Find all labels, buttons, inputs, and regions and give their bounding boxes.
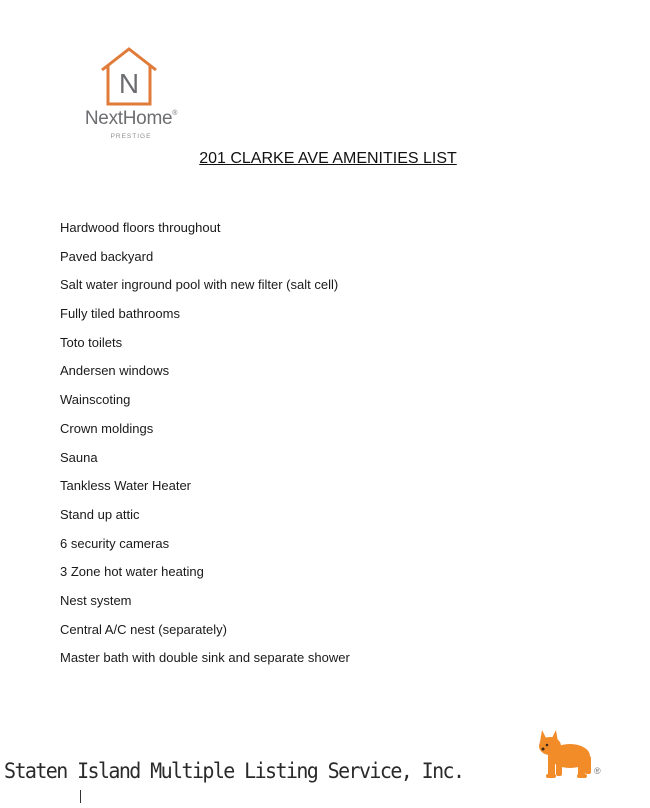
list-item: Fully tiled bathrooms — [60, 306, 180, 322]
nexthome-logo — [72, 46, 190, 146]
logo-brand: NextHome® — [84, 108, 178, 129]
logo-letter: N — [118, 68, 140, 99]
text-cursor — [80, 790, 81, 803]
list-item: Crown moldings — [60, 420, 154, 436]
list-item: Sauna — [60, 449, 98, 465]
page-title: 201 CLARKE AVE AMENITIES LIST — [199, 150, 457, 167]
list-item: Salt water inground pool with new filter (salt cell) — [60, 277, 339, 293]
list-item: Stand up attic — [60, 506, 140, 522]
watermark-text: Staten Island Multiple Listing Service, Inc. — [4, 758, 464, 784]
house-logo-icon — [100, 46, 158, 106]
list-item: Master bath with double sink and separate shower — [60, 650, 350, 666]
list-item: 3 Zone hot water heating — [60, 564, 204, 580]
list-item: 6 security cameras — [60, 535, 170, 551]
list-item: Paved backyard — [60, 248, 154, 264]
list-item: Wainscoting — [60, 392, 131, 408]
logo-subtitle: PRESTIGE — [110, 133, 152, 140]
list-item: Toto toilets — [60, 334, 123, 350]
list-item: Central A/C nest (separately) — [60, 621, 227, 637]
list-item: Andersen windows — [60, 363, 170, 379]
list-item: Tankless Water Heater — [60, 478, 192, 494]
bulldog-mascot-icon — [536, 728, 594, 780]
list-item: Nest system — [60, 592, 132, 608]
amenities-list — [60, 218, 350, 677]
logo-trademark: ® — [172, 110, 178, 117]
list-item: Hardwood floors throughout — [60, 220, 221, 235]
registered-mark: ® — [594, 766, 601, 776]
